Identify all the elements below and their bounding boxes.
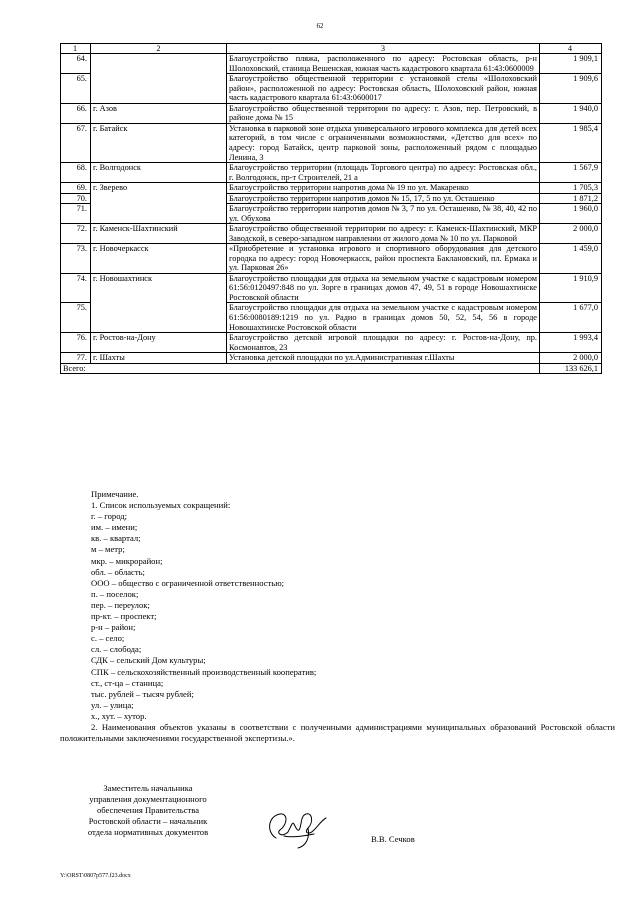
header-col-4: 4 <box>540 44 602 54</box>
row-number: 66. <box>61 103 91 123</box>
table-row <box>61 54 602 74</box>
row-municipality <box>91 54 227 104</box>
row-description: Благоустройство территории напротив домов № 15, 17, 5 по ул. Осташенко <box>227 193 540 204</box>
note-title: Примечание. <box>91 489 139 499</box>
abbreviation-item: пр-кт. – проспект; <box>91 611 157 622</box>
abbreviation-item: г. – город; <box>91 511 128 522</box>
note-section <box>60 489 615 744</box>
abbreviation-item: ООО – общество с ограниченной ответственностью; <box>91 577 285 588</box>
row-municipality: г. Шахты <box>91 353 227 364</box>
abbreviation-item: ст., ст-ца – станица; <box>91 677 164 688</box>
table-row <box>61 353 602 364</box>
row-amount: 1 960,0 <box>540 204 602 224</box>
abbreviation-item: мкр. – микрорайон; <box>91 555 163 566</box>
row-municipality: г. Зверево <box>91 183 227 224</box>
row-amount: 1 909,1 <box>540 54 602 74</box>
abbreviation-item: р-н – район; <box>91 622 136 633</box>
row-description: Благоустройство территории напротив дома № 19 по ул. Макаренко <box>227 183 540 194</box>
row-number: 77. <box>61 353 91 364</box>
row-amount: 1 985,4 <box>540 123 602 162</box>
row-amount: 2 000,0 <box>540 353 602 364</box>
abbreviation-item: обл. – область; <box>91 566 145 577</box>
abbreviation-item: тыс. рублей – тысяч рублей; <box>91 688 194 699</box>
row-number: 76. <box>61 333 91 353</box>
abbreviation-item: СПК – сельскохозяйственный производственный кооператив; <box>91 666 317 677</box>
row-amount: 2 000,0 <box>540 224 602 244</box>
table-row <box>61 163 602 183</box>
abbreviation-item: м – метр; <box>91 544 125 555</box>
row-municipality: г. Ростов-на-Дону <box>91 333 227 353</box>
row-number: 70. <box>61 193 91 204</box>
abbreviation-item: пер. – переулок; <box>91 599 150 610</box>
abbreviation-item: с. – село; <box>91 633 125 644</box>
signatory-line: управления документационного <box>89 794 207 805</box>
row-description: Благоустройство общественной территории с установкой стелы «Шолоховский район», расположенной по адресу: Ростовская область, Шолоховский район, южная часть кадастрового квартала 61:43:0600017 <box>227 74 540 104</box>
row-amount: 1 705,3 <box>540 183 602 194</box>
row-municipality: г. Новошахтинск <box>91 273 227 332</box>
row-municipality: г. Азов <box>91 103 227 123</box>
row-description: Благоустройство территории напротив домов № 3, 7 по ул. Осташенко, № 38, 40, 42 по ул. Обухова <box>227 204 540 224</box>
header-col-2: 2 <box>91 44 227 54</box>
abbreviation-item: ул. – улица; <box>91 699 134 710</box>
header-col-1: 1 <box>61 44 91 54</box>
note-item-2: 2. Наименования объектов указаны в соответствии с полученными администрациями муниципальных образований Ростовской области положительными заключениями государственной экспертизы.». <box>60 721 615 744</box>
table-total-row <box>61 363 602 374</box>
table-row <box>61 273 602 303</box>
row-number: 74. <box>61 273 91 303</box>
row-description: «Приобретение и установка игрового и спортивного оборудования для детского городка по адресу: город Новочеркасск, район проспекта Баклановский, пл. Ермака и ул. Парковая 26» <box>227 244 540 274</box>
row-amount: 1 871,2 <box>540 193 602 204</box>
abbreviation-item: кв. – квартал; <box>91 533 141 544</box>
row-amount: 1 459,0 <box>540 244 602 274</box>
table-row <box>61 183 602 194</box>
table-row <box>61 333 602 353</box>
table-header-row <box>61 44 602 54</box>
total-label: Всего: <box>61 363 540 374</box>
row-description: Благоустройство общественной территории по адресу: г. Азов, пер. Петровский, в районе дома № 15 <box>227 103 540 123</box>
row-number: 75. <box>61 303 91 333</box>
signatory-line: обеспечения Правительства <box>96 805 200 816</box>
row-municipality: г. Новочеркасск <box>91 244 227 274</box>
row-description: Благоустройство площадки для отдыха на земельном участке с кадастровым номером 61:56:0120497:848 по ул. Зорге в границах домов 47, 49, 51 в городе Новошахтинске Ростовской области <box>227 273 540 303</box>
row-municipality: г. Батайск <box>91 123 227 162</box>
row-number: 73. <box>61 244 91 274</box>
signatory-line: Заместитель начальника <box>103 783 193 793</box>
row-municipality: г. Каменск-Шахтинский <box>91 224 227 244</box>
row-amount: 1 993,4 <box>540 333 602 353</box>
abbreviation-item: х., хут. – хутор. <box>91 710 147 721</box>
abbreviation-item: п. – поселок; <box>91 588 139 599</box>
table-row <box>61 244 602 274</box>
table-row <box>61 123 602 162</box>
objects-table <box>60 43 602 374</box>
row-description: Благоустройство пляжа, расположенного по адресу: Ростовская область, р-н Шолоховский, станица Вешенская, южная часть кадастрового квартала 61:43:0600009 <box>227 54 540 74</box>
row-description: Установка в парковой зоне отдыха универсального игрового комплекса для детей всех категорий, в том числе с ограниченными возможностями, «Детство для всех» по адресу: город Батайск, центр парковой зоны, расположенный рядом с площадью Ленина, 3 <box>227 123 540 162</box>
table-row <box>61 103 602 123</box>
abbreviation-list <box>60 511 615 722</box>
signatory-line: Ростовской области – начальник <box>88 816 208 827</box>
row-number: 71. <box>61 204 91 224</box>
signatory-position <box>60 783 236 838</box>
table-row <box>61 224 602 244</box>
row-number: 65. <box>61 74 91 104</box>
abbreviation-item: им. – имени; <box>91 522 138 533</box>
row-description: Благоустройство территории (площадь Торгового центра) по адресу: Ростовская обл., г. Волгодонск, пр-т Строителей, 21 а <box>227 163 540 183</box>
row-number: 72. <box>61 224 91 244</box>
row-description: Благоустройство площадки для отдыха на земельном участке с кадастровым номером 61:56:0080189:1219 по ул. Радио в границах домов 50, 52, 54, 56 в городе Новошахтинске Ростовской области <box>227 303 540 333</box>
row-amount: 1 909,6 <box>540 74 602 104</box>
file-path-footer: Y:\ORST\0807p577.f23.docx <box>60 873 131 879</box>
page-number: 62 <box>316 22 324 30</box>
row-description: Установка детской площадки по ул.Административная г.Шахты <box>227 353 540 364</box>
row-amount: 1 910,9 <box>540 273 602 303</box>
signatory-name: В.В. Сечков <box>371 834 415 844</box>
row-number: 64. <box>61 54 91 74</box>
row-description: Благоустройство детской игровой площадки по адресу: г. Ростов-на-Дону, пр. Космонавтов, 23 <box>227 333 540 353</box>
row-amount: 1 940,0 <box>540 103 602 123</box>
row-amount: 1 567,9 <box>540 163 602 183</box>
row-number: 69. <box>61 183 91 194</box>
handwritten-signature <box>262 802 344 850</box>
row-number: 67. <box>61 123 91 162</box>
abbreviation-item: СДК – сельский Дом культуры; <box>91 655 206 666</box>
row-number: 68. <box>61 163 91 183</box>
row-description: Благоустройство общественной территории по адресу: г. Каменск-Шахтинский, МКР Заводской, в северо-западном направлении от жилого дома № 10 по ул. Парковой <box>227 224 540 244</box>
row-amount: 1 677,0 <box>540 303 602 333</box>
row-municipality: г. Волгодонск <box>91 163 227 183</box>
total-amount: 133 626,1 <box>540 363 602 374</box>
abbreviation-item: сл. – слобода; <box>91 644 142 655</box>
note-item-1: 1. Список используемых сокращений: <box>91 500 231 511</box>
signatory-line: отдела нормативных документов <box>87 827 209 838</box>
header-col-3: 3 <box>227 44 540 54</box>
